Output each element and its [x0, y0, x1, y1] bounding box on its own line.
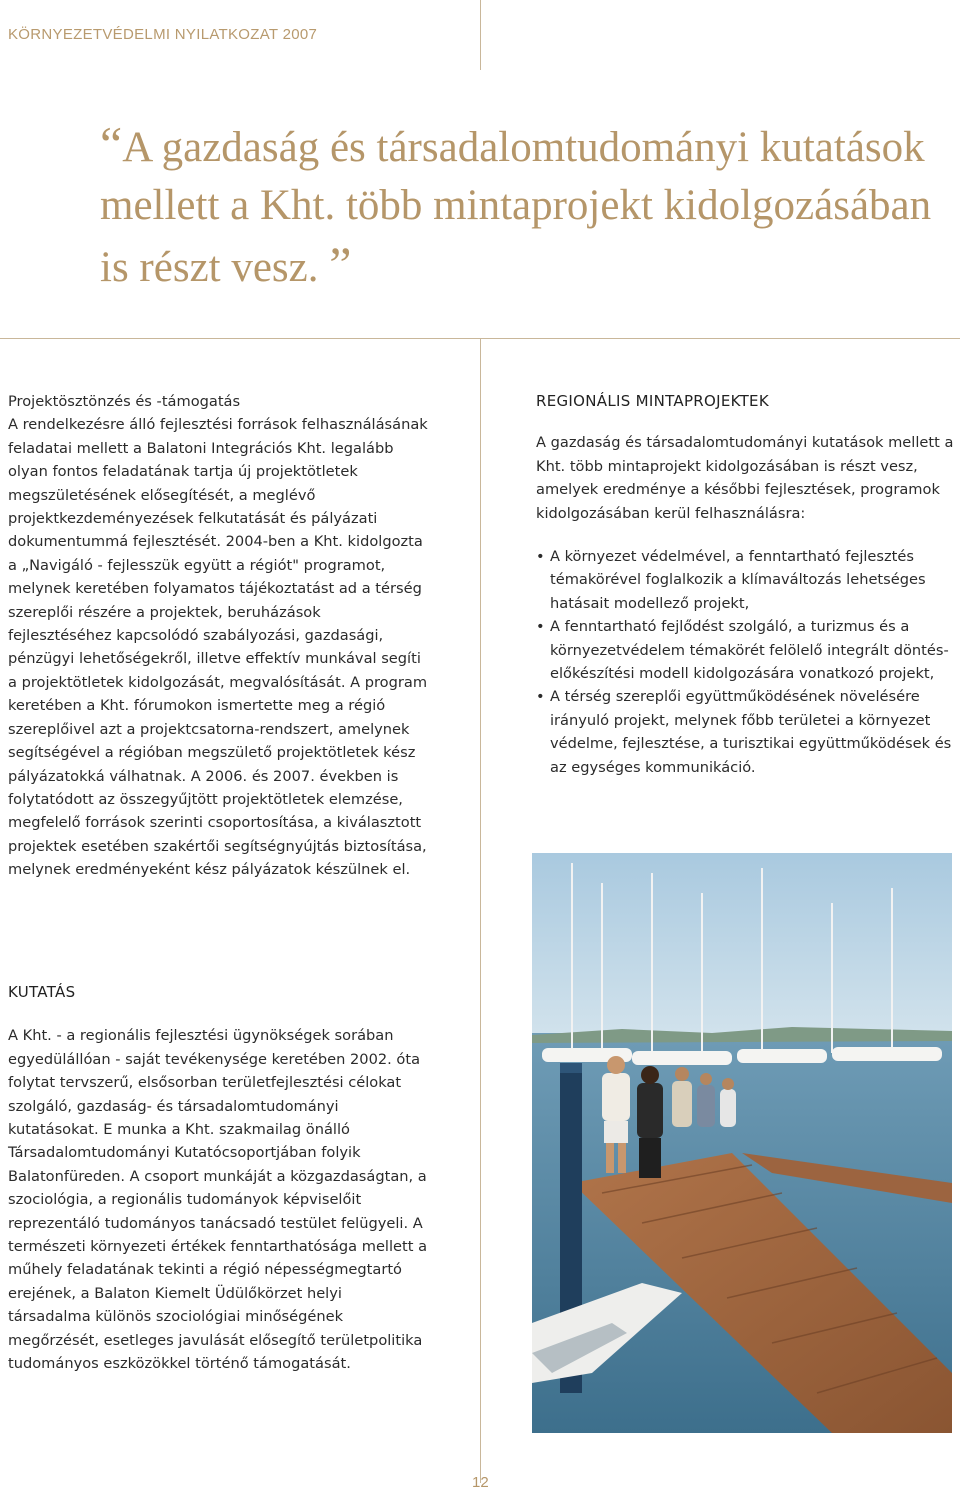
- research-body: A Kht. - a regionális fejlesztési ügynökségek sorában egyedülállóan - saját tevékenysége keretében 2002. óta folytat tervszerű, elsősorban területfejlesztési célokat szolgáló, gazdaság- és társadalomtudományi kutatásokat. E munka a Kht. szakmailag önálló Társadalomtudományi Kutatócsoportjában folyik Balatonfüreden. A csoport munkáját a közgazdaságtan, a szociológia, a regionális tudományok képviselőit reprezentáló tudományos tanácsadó testület felügyeli. A természeti környezeti értékek fenntarthatósága mellett a műhely feladatának tekinti a régió népességmegtartó erejének, a Balaton Kiemelt Üdülőkörzet helyi társadalma különös szociológiai minőségének megőrzését, esetleges javulását elősegítő területpolitika tudományos eszközökkel történő támogatását.: [8, 1027, 428, 1373]
- open-quote-mark: “: [100, 116, 123, 172]
- bullet-icon: •: [536, 688, 545, 706]
- left-section-body: A rendelkezésre álló fejlesztési források felhasználásának feladatai mellett a Balatoni Integrációs Kht. legalább olyan fontos feladatának tartja új projektötletek megszületésének elősegítését, a meglévő projektkezdeményezések felkutatását és pályázati dokumentummá fejlesztését. 2004-ben a Kht. kidolgozta a „Navigáló - fejlesszük együtt a régiót" programot, melynek keretében folyamatos tájékoztatást ad a térség szereplői részére a projektek, beruházások fejlesztéséhez kapcsolódó szabályozási, gazdasági, pénzügyi lehetőségekről, illetve effektív munkával segíti a projektötletek kidolgozását, megvalósítását. A program keretében a Kht. fórumokon ismertette meg a régió szereplőivel azt a projektcsatorna-rendszert, amelynek segítségével a régióban megszülető projektötletek kész pályázatokká válhatnak. A 2006. és 2007. években is folytatódott az összegyűjtött projektötletek elemzése, megfelelő források szerinti csoportosítása, a kiválasztott projektek esetében szakértői segítségnyújtás biztosítása, melynek eredményeként kész pályázatok készülnek el.: [8, 416, 428, 879]
- bullet-icon: •: [536, 548, 545, 566]
- marina-pier-photo: [532, 853, 952, 1433]
- right-column: [536, 390, 956, 779]
- pull-quote-text: A gazdaság és társadalomtudományi kutatások mellett a Kht. több mintaprojekt kidolgozásában is részt vesz.: [100, 124, 932, 291]
- top-vertical-rule: [480, 0, 481, 70]
- left-section-title: Projektösztönzés és -támogatás: [8, 393, 241, 410]
- pull-quote: [100, 115, 940, 297]
- page-number: 12: [472, 1474, 489, 1491]
- list-item-text: A környezet védelmével, a fenntartható fejlesztés témakörével foglalkozik a klímaváltozás lehetséges hatásait modellező projekt,: [550, 548, 926, 612]
- left-column: [8, 390, 428, 882]
- marina-photo-illustration: [532, 853, 952, 1433]
- column-divider: [480, 338, 481, 1483]
- list-item-text: A fenntartható fejlődést szolgáló, a turizmus és a környezetvédelem témakörét felölelő integrált döntés-előkészítési modell kidolgozására vonatkozó projekt,: [550, 618, 949, 683]
- close-quote-mark: ”: [329, 236, 352, 292]
- research-title: KUTATÁS: [8, 983, 76, 1001]
- list-item: [536, 545, 956, 615]
- list-item-text: A térség szereplői együttműködésének növelésére irányuló projekt, melynek főbb területei a környezet védelme, fejlesztése, a turisztikai együttműködések és az egységes kommunikáció.: [550, 688, 952, 776]
- project-list: [536, 545, 956, 779]
- research-section: [8, 981, 428, 1376]
- running-head: KÖRNYEZETVÉDELMI NYILATKOZAT 2007: [8, 26, 318, 43]
- list-item: [536, 615, 956, 685]
- regional-projects-intro: A gazdaság és társadalomtudományi kutatások mellett a Kht. több mintaprojekt kidolgozásában is részt vesz, amelyek eredménye a későbbi fejlesztések, programok kidolgozásában kerül felhasználásra:: [536, 434, 954, 522]
- list-item: [536, 685, 956, 779]
- regional-projects-title: REGIONÁLIS MINTAPROJEKTEK: [536, 392, 769, 410]
- bullet-icon: •: [536, 618, 545, 636]
